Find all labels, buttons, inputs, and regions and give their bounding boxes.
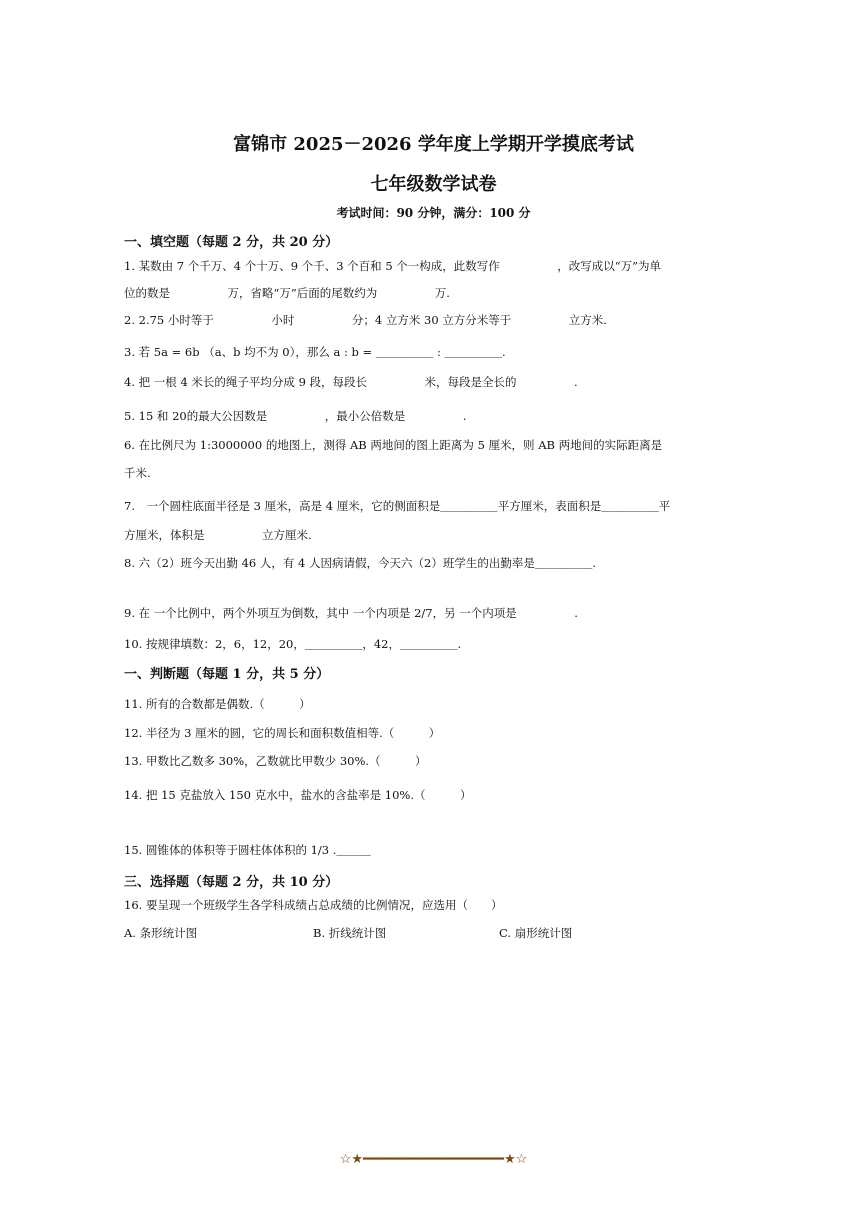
question-14: 14. 把 15 克盐放入 150 克水中，盐水的含盐率是 10%.（ ）: [124, 788, 472, 802]
question-7-line-1: 7. 一个圆柱底面半径是 3 厘米，高是 4 厘米，它的侧面积是＿＿＿＿＿平方厘米，表面积是＿＿＿＿＿平: [124, 499, 671, 513]
section-multiple-choice: 三、选择题（每题 2 分，共 10 分）: [124, 875, 339, 890]
exam-info: 考试时间：90 分钟，满分：100 分: [336, 206, 531, 220]
question-5: 5. 15 和 20的最大公因数是 ，最小公倍数是 .: [124, 409, 467, 423]
question-1-line-1: 1. 某数由 7 个千万、4 个十万、9 个千、3 个百和 5 个一构成，此数写作 ，改写成以“万”为单: [124, 259, 662, 273]
option-b: B. 折线统计图: [313, 926, 387, 940]
option-a: A. 条形统计图: [124, 926, 198, 940]
question-11: 11. 所有的合数都是偶数.（ ）: [124, 697, 311, 711]
question-6-line-1: 6. 在比例尺为 1:3000000 的地图上，测得 AB 两地间的图上距离为 5 厘米，则 AB 两地间的实际距离是: [124, 438, 663, 452]
question-2: 2. 2.75 小时等于 小时 分；4 立方米 30 立方分米等于 立方米.: [124, 313, 607, 327]
question-7-line-2: 方厘米，体积是 立方厘米.: [124, 528, 312, 542]
section-fill-in: 一、填空题（每题 2 分，共 20 分）: [124, 235, 339, 250]
exam-subtitle: 七年级数学试卷: [370, 174, 497, 195]
section-true-false: 一、判断题（每题 1 分，共 5 分）: [124, 667, 330, 682]
question-4: 4. 把 一根 4 米长的绳子平均分成 9 段，每段长 米，每段是全长的 .: [124, 375, 578, 389]
question-13: 13. 甲数比乙数多 30%，乙数就比甲数少 30%.（ ）: [124, 754, 427, 768]
question-12: 12. 半径为 3 厘米的圆，它的周长和面积数值相等.（ ）: [124, 726, 441, 740]
question-8: 8. 六（2）班今天出勤 46 人，有 4 人因病请假，今天六（2）班学生的出勤率是＿＿＿＿＿.: [124, 556, 596, 570]
question-1-line-2: 位的数是 万，省略“万”后面的尾数约为 万.: [124, 286, 450, 300]
question-16: 16. 要呈现一个班级学生各学科成绩占总成绩的比例情况，应选用（ ）: [124, 898, 503, 912]
question-10: 10. 按规律填数：2，6，12，20，＿＿＿＿＿，42，＿＿＿＿＿.: [124, 637, 462, 651]
question-3: 3. 若 5a = 6b （a、b 均不为 0），那么 a : b = ＿＿＿＿＿ : ＿＿＿＿＿.: [124, 345, 506, 359]
question-6-line-2: 千米.: [124, 466, 151, 480]
exam-title: 富锦市 2025－2026 学年度上学期开学摸底考试: [233, 134, 634, 155]
option-c: C. 扇形统计图: [499, 926, 573, 940]
footer-decoration: ☆★━━━━━━━━━━━━━━━━━━★☆: [339, 1152, 528, 1167]
question-9: 9. 在 一个比例中，两个外项互为倒数，其中 一个内项是 2/7，另 一个内项是 .: [124, 606, 578, 620]
question-15: 15. 圆锥体的体积等于圆柱体体积的 1/3 .＿＿＿: [124, 843, 371, 857]
